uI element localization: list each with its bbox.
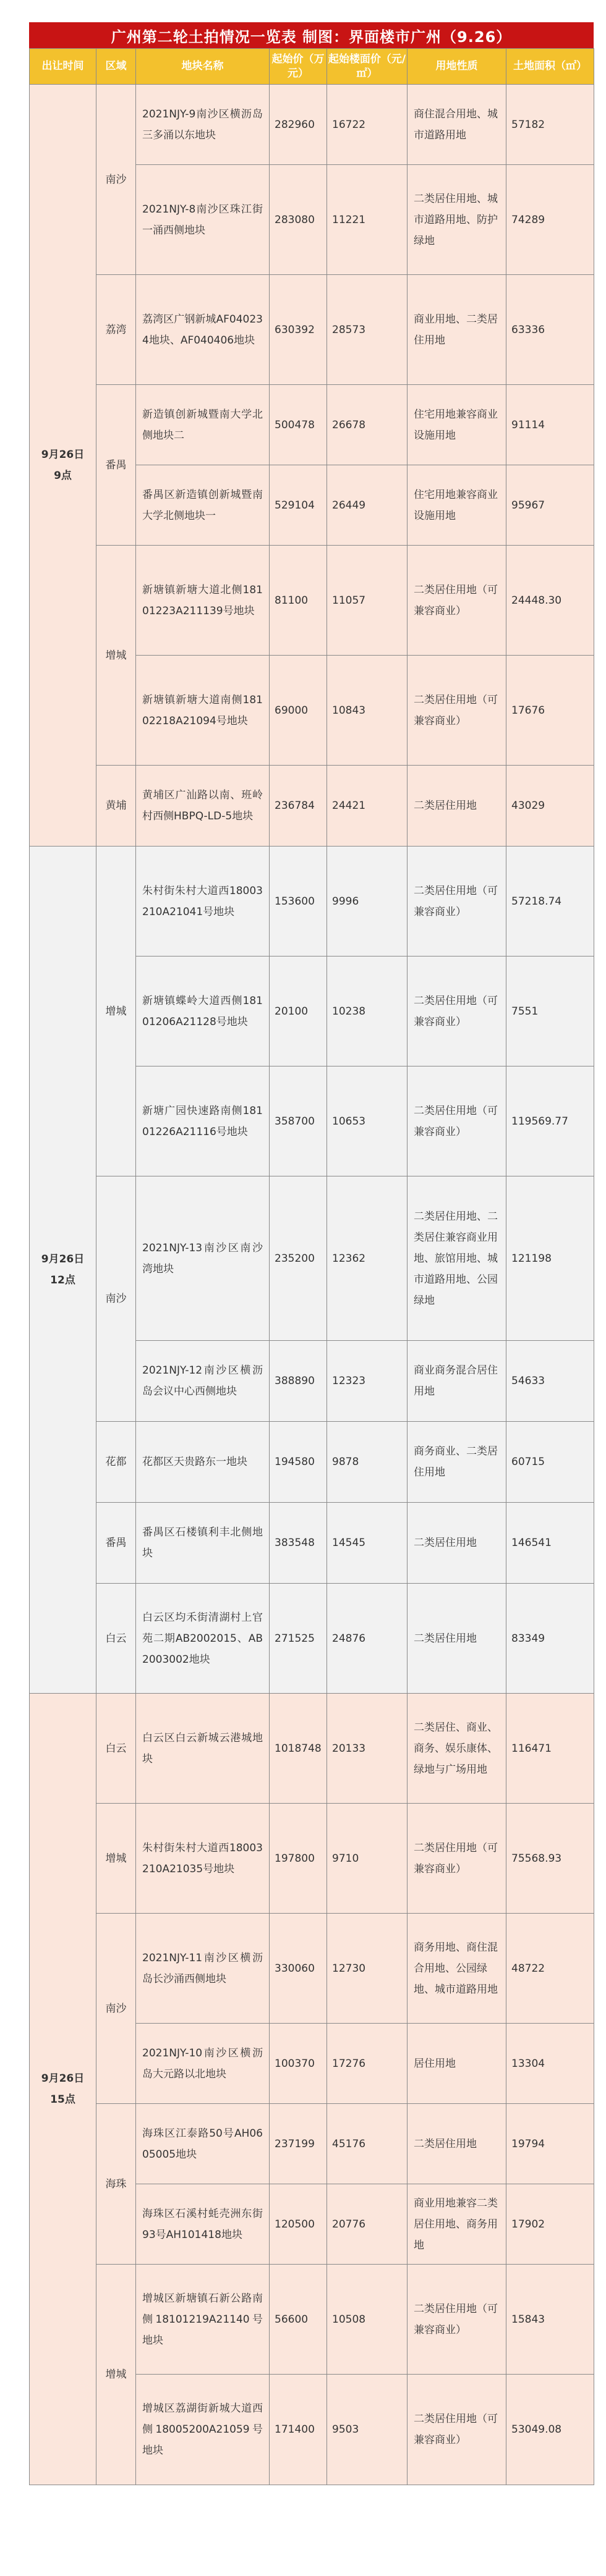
district-cell: 增城	[96, 1804, 136, 1914]
land-use-cell: 商业商务混合居住用地	[408, 1341, 506, 1422]
land-area-cell: 83349	[506, 1584, 594, 1694]
district-cell: 黄埔	[96, 766, 136, 847]
auction-date: 9月26日	[41, 1253, 85, 1265]
land-area-cell: 48722	[506, 1914, 594, 2024]
land-area-cell: 63336	[506, 275, 594, 385]
land-use-cell: 二类居住用地（可兼容商业）	[408, 2375, 506, 2485]
header-area: 土地面积（㎡）	[506, 49, 594, 85]
parcel-name-cell: 白云区白云新城云港城地块	[136, 1694, 270, 1804]
land-area-cell: 146541	[506, 1503, 594, 1584]
parcel-name-cell: 2021NJY-8南沙区珠江街一涌西侧地块	[136, 165, 270, 275]
floor-price-cell: 20133	[327, 1694, 408, 1804]
table-row	[30, 385, 594, 465]
land-use-cell: 二类居住用地（可兼容商业）	[408, 847, 506, 956]
land-use-cell: 二类居住用地	[408, 1503, 506, 1584]
land-area-cell: 17902	[506, 2184, 594, 2265]
floor-price-cell: 16722	[327, 85, 408, 165]
land-use-cell: 二类居住、商业、商务、娱乐康体、绿地与广场用地	[408, 1694, 506, 1804]
floor-price-cell: 11221	[327, 165, 408, 275]
parcel-name-cell: 海珠区石溪村蚝壳洲东街93号AH101418地块	[136, 2184, 270, 2265]
floor-price-cell: 14545	[327, 1503, 408, 1584]
start-price-cell: 529104	[270, 465, 327, 546]
district-cell: 南沙	[96, 1914, 136, 2104]
parcel-name-cell: 朱村街朱村大道西18003210A21041号地块	[136, 847, 270, 956]
parcel-name-cell: 新塘镇蝶岭大道西侧18101206A21128号地块	[136, 956, 270, 1066]
table-row	[30, 2104, 594, 2184]
parcel-name-cell: 白云区均禾街清湖村上官苑二期AB2002015、AB2003002地块	[136, 1584, 270, 1694]
parcel-name-cell: 2021NJY-10南沙区横沥岛大元路以北地块	[136, 2024, 270, 2104]
land-area-cell: 119569.77	[506, 1066, 594, 1176]
floor-price-cell: 17276	[327, 2024, 408, 2104]
auction-time-cell	[30, 847, 96, 1694]
floor-price-cell: 10238	[327, 956, 408, 1066]
parcel-name-cell: 2021NJY-12南沙区横沥岛会议中心西侧地块	[136, 1341, 270, 1422]
district-cell: 番禺	[96, 1503, 136, 1584]
start-price-cell: 81100	[270, 546, 327, 656]
land-use-cell: 二类居住用地（可兼容商业）	[408, 2265, 506, 2375]
land-area-cell: 24448.30	[506, 546, 594, 656]
start-price-cell: 20100	[270, 956, 327, 1066]
floor-price-cell: 45176	[327, 2104, 408, 2184]
land-area-cell: 75568.93	[506, 1804, 594, 1914]
floor-price-cell: 24421	[327, 766, 408, 847]
start-price-cell: 56600	[270, 2265, 327, 2375]
land-use-cell: 二类居住用地、城市道路用地、防护绿地	[408, 165, 506, 275]
district-cell: 南沙	[96, 85, 136, 275]
land-use-cell: 商住混合用地、城市道路用地	[408, 85, 506, 165]
start-price-cell: 1018748	[270, 1694, 327, 1804]
land-area-cell: 57218.74	[506, 847, 594, 956]
floor-price-cell: 12323	[327, 1341, 408, 1422]
floor-price-cell: 9996	[327, 847, 408, 956]
table-row	[30, 275, 594, 385]
district-cell: 增城	[96, 2265, 136, 2485]
start-price-cell: 194580	[270, 1422, 327, 1503]
parcel-name-cell: 黄埔区广汕路以南、班岭村西侧HBPQ-LD-5地块	[136, 766, 270, 847]
parcel-name-cell: 新塘镇新塘大道南侧18102218A21094号地块	[136, 656, 270, 766]
land-use-cell: 二类居住用地（可兼容商业）	[408, 546, 506, 656]
floor-price-cell: 26678	[327, 385, 408, 465]
header-row	[30, 49, 594, 85]
table-title: 广州第二轮土拍情况一览表 制图：界面楼市广州（9.26）	[29, 22, 594, 48]
floor-price-cell: 24876	[327, 1584, 408, 1694]
header-land-use: 用地性质	[408, 49, 506, 85]
table-row	[30, 1422, 594, 1503]
land-use-cell: 住宅用地兼容商业设施用地	[408, 385, 506, 465]
floor-price-cell: 28573	[327, 275, 408, 385]
district-cell: 增城	[96, 847, 136, 1176]
table-row	[30, 546, 594, 656]
floor-price-cell: 9503	[327, 2375, 408, 2485]
table-row	[30, 1584, 594, 1694]
start-price-cell: 237199	[270, 2104, 327, 2184]
start-price-cell: 171400	[270, 2375, 327, 2485]
floor-price-cell: 20776	[327, 2184, 408, 2265]
district-cell: 海珠	[96, 2104, 136, 2265]
table-row	[30, 847, 594, 956]
parcel-name-cell: 海珠区江泰路50号AH0605005地块	[136, 2104, 270, 2184]
parcel-name-cell: 2021NJY-11南沙区横沥岛长沙涌西侧地块	[136, 1914, 270, 2024]
parcel-name-cell: 2021NJY-13南沙区南沙湾地块	[136, 1176, 270, 1341]
start-price-cell: 197800	[270, 1804, 327, 1914]
district-cell: 白云	[96, 1694, 136, 1804]
auction-date: 9月26日	[41, 449, 85, 461]
floor-price-cell: 11057	[327, 546, 408, 656]
table-row	[30, 1694, 594, 1804]
start-price-cell: 271525	[270, 1584, 327, 1694]
auction-time-cell	[30, 85, 96, 847]
start-price-cell: 630392	[270, 275, 327, 385]
parcel-name-cell: 荔湾区广钢新城AF040234地块、AF040406地块	[136, 275, 270, 385]
land-area-cell: 13304	[506, 2024, 594, 2104]
district-cell: 白云	[96, 1584, 136, 1694]
start-price-cell: 120500	[270, 2184, 327, 2265]
land-use-cell: 二类居住用地（可兼容商业）	[408, 956, 506, 1066]
start-price-cell: 383548	[270, 1503, 327, 1584]
land-use-cell: 二类居住用地	[408, 1584, 506, 1694]
district-cell: 南沙	[96, 1176, 136, 1422]
land-area-cell: 74289	[506, 165, 594, 275]
start-price-cell: 153600	[270, 847, 327, 956]
parcel-name-cell: 朱村街朱村大道西18003210A21035号地块	[136, 1804, 270, 1914]
parcel-name-cell: 番禺区石楼镇利丰北侧地块	[136, 1503, 270, 1584]
parcel-name-cell: 番禺区新造镇创新城暨南大学北侧地块一	[136, 465, 270, 546]
floor-price-cell: 12730	[327, 1914, 408, 2024]
land-area-cell: 54633	[506, 1341, 594, 1422]
start-price-cell: 388890	[270, 1341, 327, 1422]
land-area-cell: 57182	[506, 85, 594, 165]
parcel-name-cell: 新塘镇新塘大道北侧18101223A21113​9号地块	[136, 546, 270, 656]
district-cell: 荔湾	[96, 275, 136, 385]
land-area-cell: 95967	[506, 465, 594, 546]
land-area-cell: 17676	[506, 656, 594, 766]
start-price-cell: 69000	[270, 656, 327, 766]
land-use-cell: 二类居住用地（可兼容商业）	[408, 1066, 506, 1176]
land-area-cell: 15843	[506, 2265, 594, 2375]
parcel-name-cell: 花都区天贵路东一地块	[136, 1422, 270, 1503]
table-row	[30, 1804, 594, 1914]
table-row	[30, 1914, 594, 2024]
district-cell: 番禺	[96, 385, 136, 546]
table-row	[30, 1176, 594, 1341]
start-price-cell: 282960	[270, 85, 327, 165]
floor-price-cell: 26449	[327, 465, 408, 546]
start-price-cell: 330060	[270, 1914, 327, 2024]
table-row	[30, 766, 594, 847]
land-area-cell: 91114	[506, 385, 594, 465]
auction-slot: 15点	[50, 2093, 75, 2106]
header-floor-price: 起始楼面价（元/㎡）	[327, 49, 408, 85]
table-row	[30, 1503, 594, 1584]
floor-price-cell: 9710	[327, 1804, 408, 1914]
parcel-name-cell: 增城区新塘镇石新公路南侧18101219A21140号地块	[136, 2265, 270, 2375]
parcel-name-cell: 新造镇创新城暨南大学北侧地块二	[136, 385, 270, 465]
start-price-cell: 358700	[270, 1066, 327, 1176]
land-area-cell: 43029	[506, 766, 594, 847]
floor-price-cell: 10653	[327, 1066, 408, 1176]
header-district: 区域	[96, 49, 136, 85]
floor-price-cell: 12362	[327, 1176, 408, 1341]
land-area-cell: 121198	[506, 1176, 594, 1341]
district-cell: 花都	[96, 1422, 136, 1503]
start-price-cell: 500478	[270, 385, 327, 465]
table-row	[30, 2265, 594, 2375]
land-use-cell: 二类居住用地、二类居住兼容商业用地、旅馆用地、城市道路用地、公园绿地	[408, 1176, 506, 1341]
parcel-name-cell: 新塘广园快速路南侧18101226A21116号地块	[136, 1066, 270, 1176]
parcel-name-cell: 2021NJY-9南沙区横沥岛三多涌以东地块	[136, 85, 270, 165]
auction-slot: 9点	[54, 470, 72, 482]
floor-price-cell: 10843	[327, 656, 408, 766]
header-start-price: 起始价（万元）	[270, 49, 327, 85]
land-area-cell: 19794	[506, 2104, 594, 2184]
auction-slot: 12点	[50, 1274, 75, 1286]
auction-date: 9月26日	[41, 2072, 85, 2085]
district-cell: 增城	[96, 546, 136, 766]
land-auction-table	[29, 48, 594, 2485]
land-area-cell: 53049.08	[506, 2375, 594, 2485]
table-body	[30, 85, 594, 2485]
land-use-cell: 商业用地、二类居住用地	[408, 275, 506, 385]
floor-price-cell: 9878	[327, 1422, 408, 1503]
start-price-cell: 100370	[270, 2024, 327, 2104]
auction-time-cell	[30, 1694, 96, 2485]
header-time: 出让时间	[30, 49, 96, 85]
land-use-cell: 二类居住用地（可兼容商业）	[408, 1804, 506, 1914]
table-row	[30, 85, 594, 165]
land-use-cell: 商务商业、二类居住用地	[408, 1422, 506, 1503]
land-use-cell: 二类居住用地	[408, 2104, 506, 2184]
start-price-cell: 283080	[270, 165, 327, 275]
land-use-cell: 住宅用地兼容商业设施用地	[408, 465, 506, 546]
land-use-cell: 商务用地、商住混合用地、公园绿地、城市道路用地	[408, 1914, 506, 2024]
land-area-cell: 116471	[506, 1694, 594, 1804]
start-price-cell: 236784	[270, 766, 327, 847]
header-parcel: 地块名称	[136, 49, 270, 85]
land-area-cell: 7551	[506, 956, 594, 1066]
start-price-cell: 235200	[270, 1176, 327, 1341]
land-use-cell: 居住用地	[408, 2024, 506, 2104]
parcel-name-cell: 增城区荔湖街新城大道西侧18005200A21059号地块	[136, 2375, 270, 2485]
land-use-cell: 二类居住用地	[408, 766, 506, 847]
land-use-cell: 商业用地兼容二类居住用地、商务用地	[408, 2184, 506, 2265]
floor-price-cell: 10508	[327, 2265, 408, 2375]
land-area-cell: 60715	[506, 1422, 594, 1503]
land-use-cell: 二类居住用地（可兼容商业）	[408, 656, 506, 766]
